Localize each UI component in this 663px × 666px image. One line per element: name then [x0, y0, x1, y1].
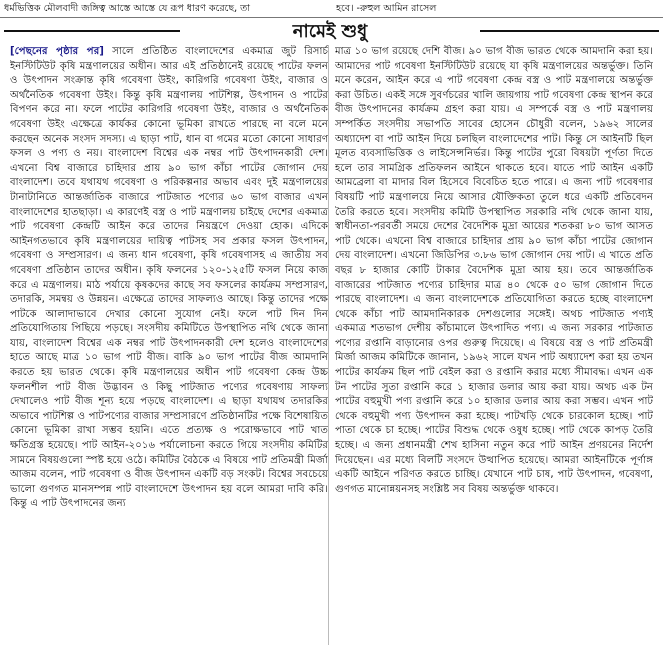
article-text-right: মাত্র ১০ ভাগ রয়েছে দেশি বীজ। ৯০ ভাগ বীজ ভারত থেকে আমদানি করা হয়। আমাদের পাট গবেষণা ইনস্টিটিউট রয়েছে যা কৃষি মন্ত্রণালয়ের অন্তর্ভুক্ত। তিনি মনে করেন, আইন করে এ পাট গবেষণা কেন্দ্র বস্ত্র ও পাট মন্ত্রণালয়ে অন্তর্ভুক্ত করা উচিত। একই সঙ্গে সুবর্ণচরের খালি জায়গায় পাট গবেষণা কেন্দ্র স্থাপন করে বীজ উৎপাদনের কার্যক্রম গ্রহণ করা যায়। এ সম্পর্কে বস্ত্র ও পাট মন্ত্রণালয় সম্পর্কিত সংসদীয় সভাপতি সাবের হোসেন চৌধুরী বলেন, ১৯৬২ সালের অধ্যাদেশ বা পাট আইন দিয়ে চলছিল বাংলাদেশের পাট। কিন্তু সে আইনটি ছিল মূলত ব্যবসাভিত্তিক ও লাইসেন্সনির্ভর। কিন্তু পাটের পুরো বিষয়টা পূর্ণতা দিতে হলে তার সামগ্রিক প্রতিফলন আইনে থাকতে হবে। যাতে পাট আইন একটি আমব্রেলা বা মাদার বিল হিসেবে বিবেচিত হতে পারে। এ জন্য পাট গবেষণার বিষয়টি পাট মন্ত্রণালয়ে নিয়ে আসার যৌক্তিকতা তুলে ধরে একটি প্রতিবেদন তৈরি করতে হবে। সংসদীয় কমিটি উপস্থাপিত সরকারি নথি থেকে জানা যায়, স্বাধীনতা-পরবর্তী সময়ে দেশের বৈদেশিক মুদ্রা আয়ের শতকরা ৮০ ভাগ আসত পাট থেকে। এখনো বিশ্ব বাজারে চাহিদার প্রায় ৯০ ভাগ কাঁচা পাটের জোগান দেয় বাংলাদেশ। এখনো জিডিপির ৩.৮৬ ভাগ জোগান দেয় পাট। এ খাতে প্রতি বছর ৮ হাজার কোটি টাকার বৈদেশিক মুদ্রা আয় হয়। তবে আন্তর্জাতিক বাজারের পাটজাত পণ্যের চাহিদার মাত্র ৪০ থেকে ৫০ ভাগ জোগান দিতে পারছে বাংলাদেশ। এ জন্য বাংলাদেশকে প্রতিযোগিতা করতে হচ্ছে বাংলাদেশ থেকে কাঁচা পাট আমদানিকারক দেশগুলোর সঙ্গেই। অথচ পাটজাত পণ্যই একমাত্র শতভাগ দেশীয় কাঁচামালে উৎপাদিত পণ্য। এ জন্য সরকার পাটজাত পণ্যের রপ্তানি বাড়ানোর ওপর গুরুত্ব দিয়েছে। এ বিষয়ে বস্ত্র ও পাট প্রতিমন্ত্রী মির্জা আজম কমিটিকে জানান, ১৯৬২ সালে যখন পাট অধ্যাদেশ করা হয় তখন পাটের কার্যক্রম ছিল পাট বেইল করা ও রপ্তানি করার মধ্যে সীমাবদ্ধ। এখন এক টন পাটের সুতা রপ্তানি করে ১ হাজার ডলার আয় করা যায়। অথচ এক টন পাটের বহুমুখী পণ্য রপ্তানি করে ১০ হাজার ডলার আয় করা সম্ভব। এখন পাট থেকে বহুমুখী পণ্য উৎপাদন করা হচ্ছে। পাটখড়ি থেকে চারকোল হচ্ছে। পাট পাতা থেকে চা হচ্ছে। পাটের বিশুদ্ধ থেকে ওষুধ হচ্ছে। পাট থেকে কাপড় তৈরি হচ্ছে। এ জন্য প্রধানমন্ত্রী শেখ হাসিনা নতুন করে পাট আইন প্রণয়নের নির্দেশ দিয়েছেন। এর মধ্যে বিলটি সংসদে উত্থাপিত হয়েছে। আমরা আইনটিকে পূর্ণাঙ্গ একটি আইনে পরিণত করতে চাচ্ছি। যেখানে পাট চাষ, পাট উৎপাদন, গবেষণা, গুণগত মানোন্নয়নসহ সংশ্লিষ্ট সব বিষয় অন্তর্ভুক্ত থাকবে।	[335, 46, 653, 495]
article-column-right	[335, 45, 653, 666]
headline-rule-left	[4, 30, 209, 32]
headline-rule-right	[454, 30, 659, 32]
article-column-left	[10, 45, 328, 666]
column-divider	[328, 45, 329, 645]
top-strip	[0, 0, 663, 18]
top-strip-left-text: ধর্মভিত্তিক মৌলবাদী জঙ্গিত্ব আস্তে আস্তে যে রূপ ধারণ করেছে, তা	[4, 3, 251, 14]
continuation-marker: [পেছনের পৃষ্ঠার পর]	[10, 46, 104, 57]
headline: নামেই শুধু	[180, 21, 480, 43]
top-strip-right-text: হবে। -রুহুল আমিন রাসেল	[336, 3, 437, 14]
article-text-left: সালে প্রতিষ্ঠিত বাংলাদেশের একমাত্র জুট রিসার্চ ইনস্টিটিউট কৃষি মন্ত্রণালয়ের অধীন। আর এই প্রতিষ্ঠানেই রয়েছে পাটের ফলন ও উৎপাদন সংক্রান্ত কৃষি গবেষণা উইং, কারিগরি গবেষণা উইং, বাজার ও অর্থনৈতিক গবেষণা উইং। কিন্তু কৃষি মন্ত্রণালয় পাটশিল্প, উৎপাদন ও পাটের বিপণন করে না। ফলে পাটের কারিগরি গবেষণা উইং, বাজার ও অর্থনৈতিক গবেষণা উইং এক্ষেত্রে কার্যকর কোনো ভূমিকা রাখতে পারছে না বলে মনে করছেন অনেক সংসদ সদস্য। এ ছাড়া পাট, ধান বা গমের মতো কোনো সাধারণ ফসল ও পণ্য ও নয়। বাংলাদেশ বিশ্বের এক নম্বর পাট উৎপাদনকারী দেশ। এখনো বিশ্ব বাজারে চাহিদার প্রায় ৯০ ভাগ কাঁচা পাটের জোগান দেয় বাংলাদেশ। তবে যথাযথ গবেষণা ও পরিকল্পনার অভাব এবং দুই মন্ত্রণালয়ের টানাটানিতে আন্তর্জাতিক বাজারে পাটজাত পণ্যের ৬০ ভাগ বাজার এখন বাংলাদেশের হাতছাড়া। এ কারণেই বস্ত্র ও পাট মন্ত্রণালয় চাইছে দেশের একমাত্র পাট গবেষণা কেন্দ্রটি আইন করে তাদের নিয়ন্ত্রণে দেওয়া হোক। এদিকে আইনগতভাবে কৃষি মন্ত্রণালয়ের দায়িত্ব পাটসহ সব প্রকার ফসল উৎপাদন, গবেষণা ও সম্প্রসারণ। এ জন্য ধান গবেষণা, কৃষি গবেষণাসহ এ জাতীয় সব গবেষণা প্রতিষ্ঠান তাদের অধীন। কৃষি ফলনের ১২০-১২৫টি ফসল নিয়ে কাজ করে এ মন্ত্রণালয়। মাঠ পর্যায়ে কৃষকদের কাছে সব ফসলের কার্যক্রম সম্প্রসারণ, তদারকি, সমন্বয় ও উন্নয়ন। এক্ষেত্রে তাদের সাফল্যও আছে। কিন্তু তাদের পক্ষে পাটকে আলাদাভাবে দেখার কোনো সুযোগ নেই। ফলে পাট দিন দিন প্রতিযোগিতায় পিছিয়ে পড়ছে। সংসদীয় কমিটিতে উপস্থাপিত নথি থেকে জানা যায়, বাংলাদেশ বিশ্বের এক নম্বর পাট উৎপাদনকারী দেশ হলেও বাংলাদেশের হাতে আছে মাত্র ১০ ভাগ পাট বীজ। বাকি ৯০ ভাগ পাটের বীজ আমদানি করতে হয় ভারত থেকে। কৃষি মন্ত্রণালয়ের অধীন পাট গবেষণা কেন্দ্র উচ্চ ফলনশীল পাট বীজ উদ্ভাবন ও কিছু পাটজাত পণ্যের গবেষণায় সাফল্য দেখালেও পাট বীজ শূন্য হয়ে পড়ছে বাংলাদেশ। এ ছাড়া যথাযথ তদারকির অভাবে পাটশিল্প ও পাটপণ্যের বাজার সম্প্রসারণে প্রতিষ্ঠানটির পক্ষে বিশেষায়িত কোনো ভূমিকা রাখা সম্ভব হয়নি। এতে প্রত্যক্ষ ও পরোক্ষভাবে পাট খাত ক্ষতিগ্রস্ত হয়েছে। পাট আইন-২০১৬ পর্যালোচনা করতে গিয়ে সংসদীয় কমিটির সামনে বিষয়গুলো স্পষ্ট হয়ে ওঠে। কমিটির বৈঠকে এ বিষয়ে পাট প্রতিমন্ত্রী মির্জা আজম বলেন, পাট গবেষণা ও বীজ উৎপাদন একটি বড় সংকট। বিশ্বের সবচেয়ে ভালো গুণগত মানসম্পন্ন পাট বাংলাদেশে উৎপাদন হয় বলে আমরা দাবি করি। কিন্তু এ পাট উৎপাদনের জন্য	[10, 46, 328, 510]
